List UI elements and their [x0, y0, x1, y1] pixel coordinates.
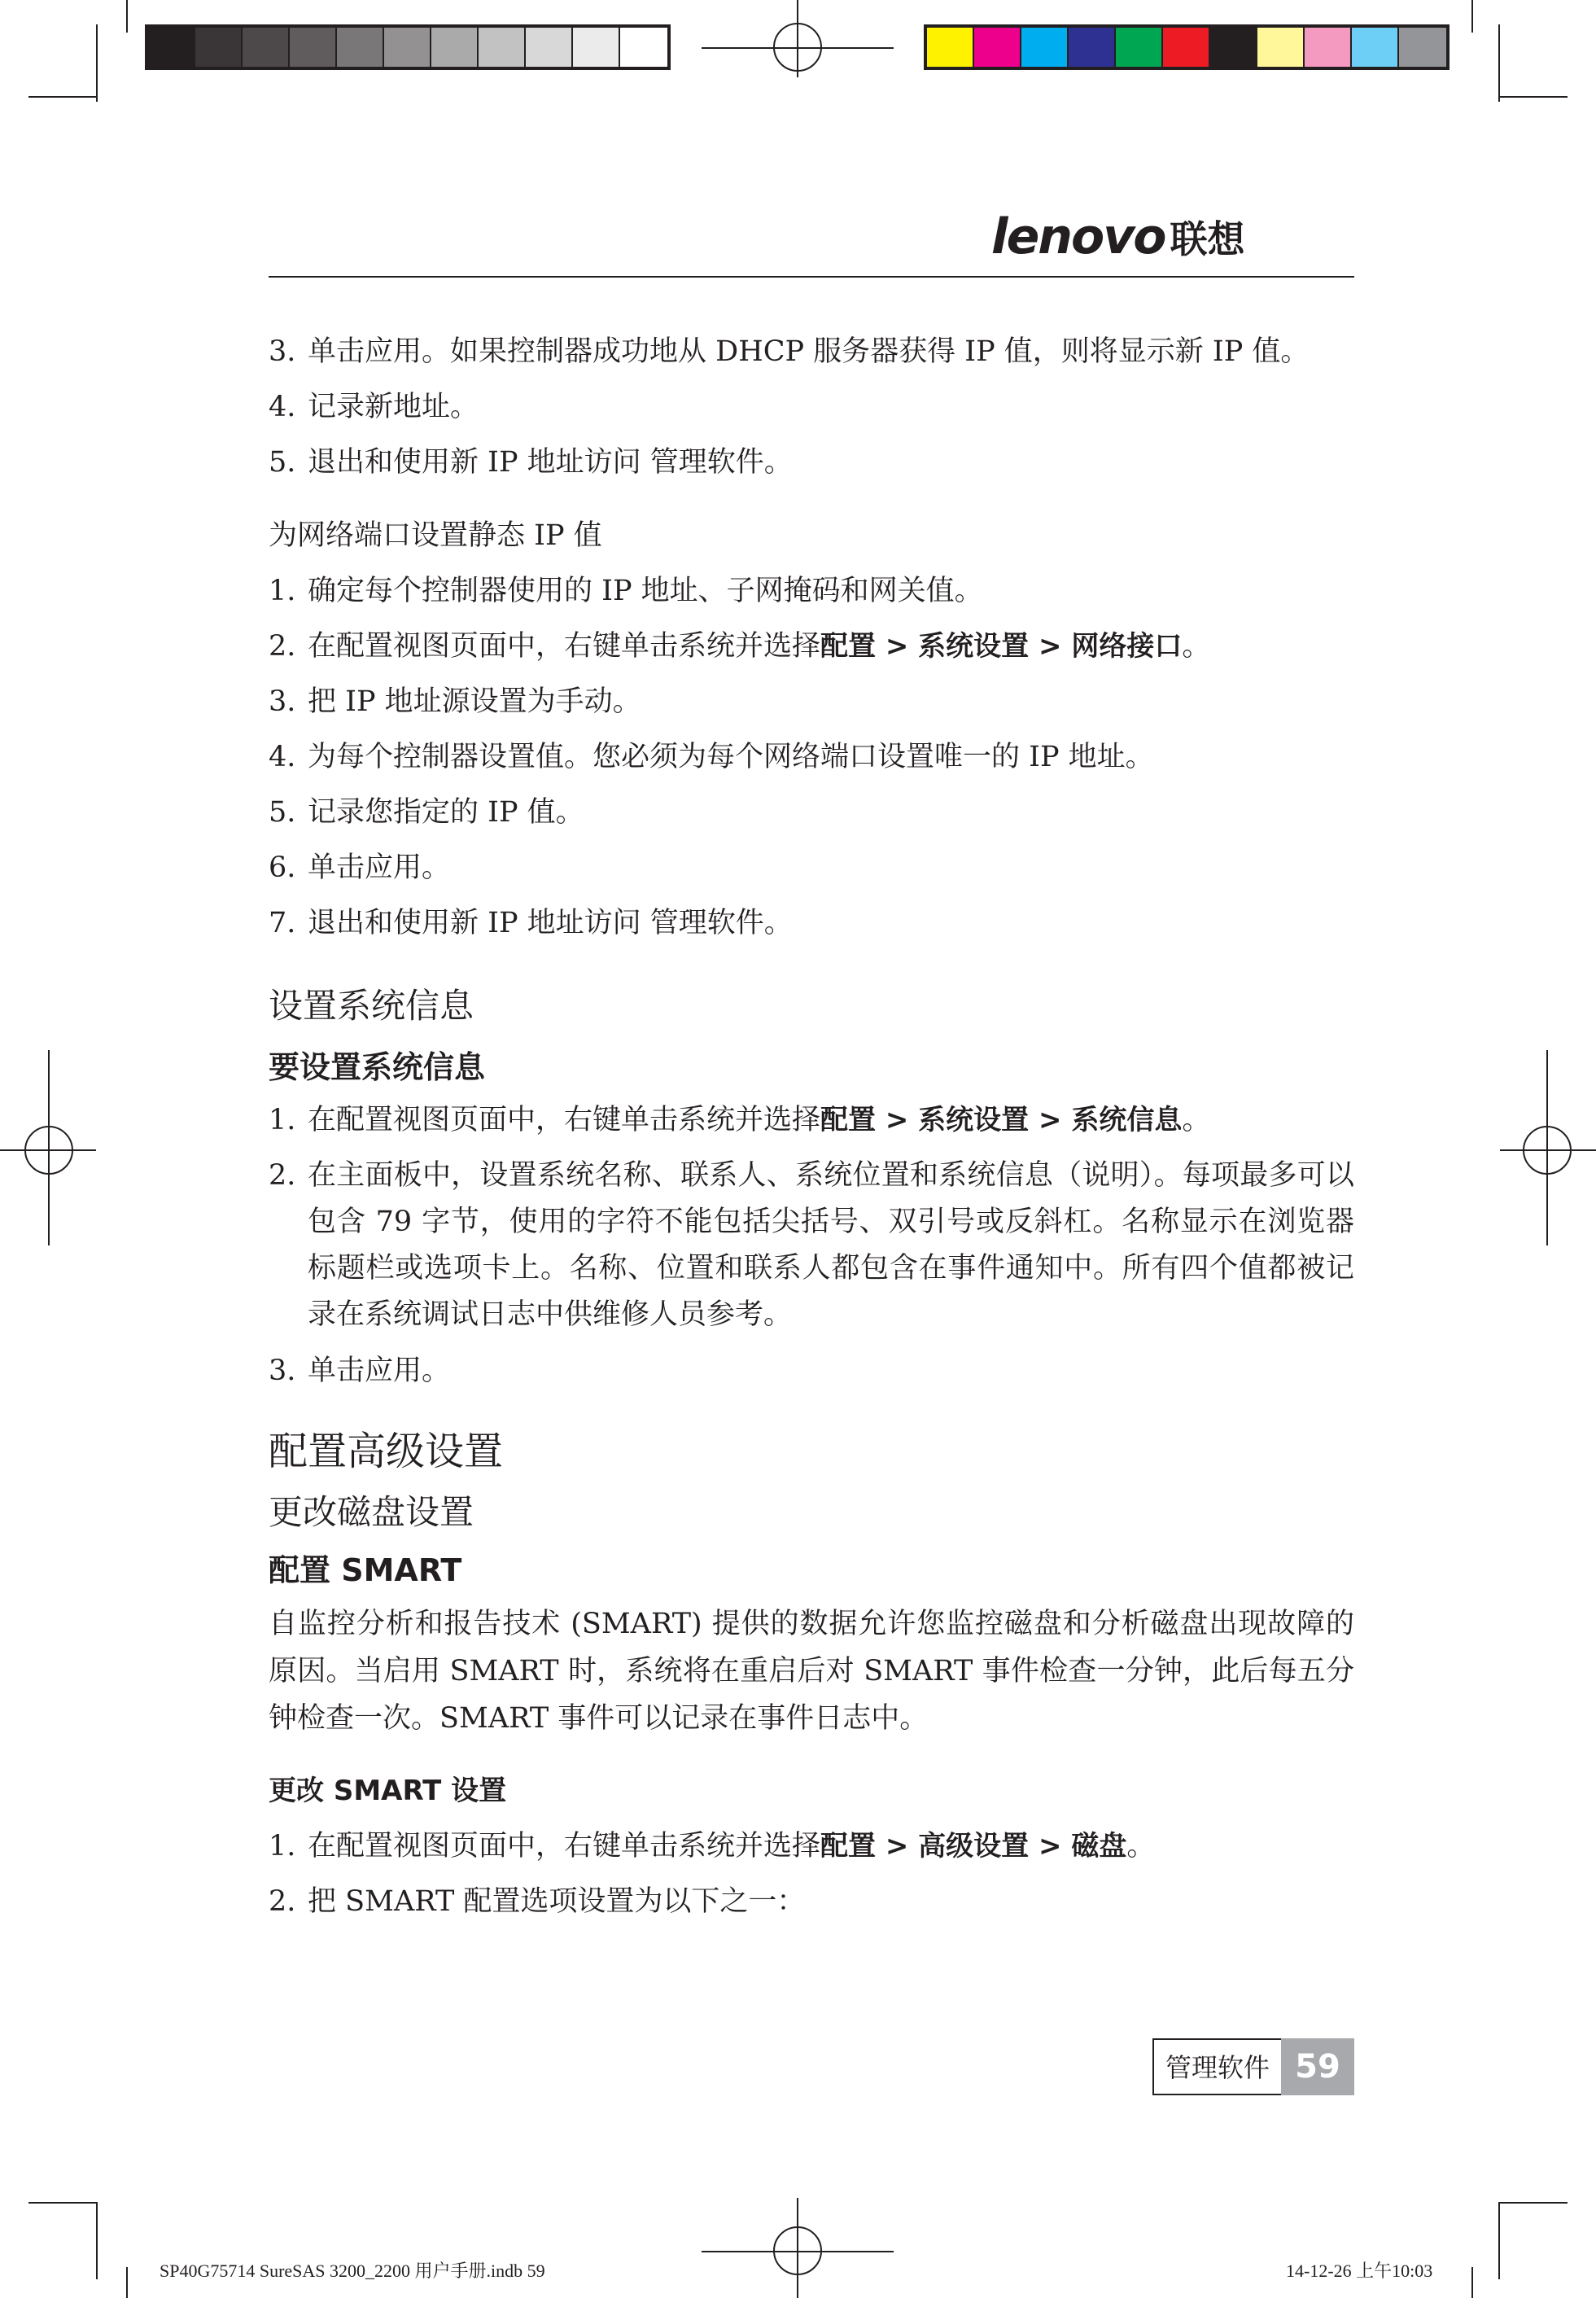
crop-mark: [1500, 1149, 1596, 1151]
menu-path: 配置 > 高级设置 > 磁盘: [820, 1830, 1127, 1862]
color-swatch: [573, 28, 620, 67]
color-swatch: [1305, 28, 1352, 67]
change-smart-heading: 更改 SMART 设置: [269, 1775, 507, 1807]
list-item: 7. 退出和使用新 IP 地址访问 管理软件。: [269, 907, 793, 939]
color-swatch: [1257, 28, 1305, 67]
crop-mark: [28, 96, 98, 98]
crop-mark: [48, 1050, 50, 1245]
list-item: 2. 把 SMART 配置选项设置为以下之一：: [269, 1885, 806, 1918]
sysinfo-heading: 设置系统信息: [269, 986, 474, 1026]
list-item: 3. 把 IP 地址源设置为手动。: [269, 685, 641, 718]
crop-mark: [797, 0, 798, 77]
sysinfo-subheading: 要设置系统信息: [269, 1049, 486, 1085]
list-item: 2. 在配置视图页面中，右键单击系统并选择配置 > 系统设置 > 网络接口。: [269, 630, 1211, 663]
dhcp-steps: [269, 324, 1354, 490]
page-tab: [1152, 2038, 1354, 2095]
list-item: 6. 单击应用。: [269, 851, 451, 884]
list-item: 4. 记录新地址。: [269, 391, 479, 423]
color-swatch: [1116, 28, 1163, 67]
color-swatch: [526, 28, 573, 67]
crop-mark: [1498, 2202, 1500, 2279]
list-item: 2. 在主面板中，设置系统名称、联系人、系统位置和系统信息（说明）。每项最多可以包含 79 字节，使用的字符不能包括尖括号、双引号或反斜杠。名称显示在浏览器标题栏或选项卡上。名称、位置和联系人都包含在事件通知中。所有四个值都被记录在系统调试日志中供维修人员参考。: [269, 1159, 1354, 1331]
color-swatch: [195, 28, 243, 67]
slug-line-right: 14-12-26 上午10:03: [1286, 2261, 1433, 2281]
logo-wordmark: lenovo: [991, 208, 1165, 265]
section-label: 管理软件: [1152, 2038, 1281, 2095]
crop-mark: [126, 0, 128, 33]
color-swatch: [620, 28, 667, 67]
crop-mark: [1498, 24, 1500, 102]
list-item: 4. 为每个控制器设置值。您必须为每个网络端口设置唯一的 IP 地址。: [269, 741, 1154, 773]
list-item: 3. 单击应用。如果控制器成功地从 DHCP 服务器获得 IP 值，则将显示新 IP 值。: [269, 335, 1310, 368]
crop-mark: [1471, 0, 1473, 33]
crop-mark: [96, 2202, 98, 2279]
crop-mark: [28, 2202, 98, 2204]
smart-heading: 配置 SMART: [269, 1552, 462, 1588]
crop-mark: [797, 2198, 798, 2298]
color-swatch: [1163, 28, 1210, 67]
color-swatch: [243, 28, 290, 67]
crop-mark: [1546, 1050, 1548, 1245]
color-swatch: [974, 28, 1021, 67]
color-swatch: [1069, 28, 1116, 67]
header-rule: [269, 276, 1354, 278]
color-swatch: [148, 28, 195, 67]
list-item: 5. 退出和使用新 IP 地址访问 管理软件。: [269, 446, 793, 479]
list-item: 1. 在配置视图页面中，右键单击系统并选择配置 > 高级设置 > 磁盘。: [269, 1830, 1156, 1862]
crop-mark: [1471, 2267, 1473, 2298]
lenovo-logo: [991, 208, 1245, 265]
color-swatch: [1210, 28, 1257, 67]
list-item: 1. 确定每个控制器使用的 IP 地址、子网掩码和网关值。: [269, 575, 983, 607]
page-content: [269, 324, 1354, 1929]
grayscale-color-bar: [145, 24, 671, 70]
list-item: 3. 单击应用。: [269, 1355, 451, 1387]
static-ip-steps: [269, 563, 1354, 951]
color-swatch: [337, 28, 384, 67]
slug-line-left: SP40G75714 SureSAS 3200_2200 用户手册.indb 59: [160, 2261, 545, 2281]
color-swatch: [384, 28, 431, 67]
static-ip-intro: 为网络端口设置静态 IP 值: [269, 519, 602, 552]
color-swatch: [431, 28, 479, 67]
page-number: 59: [1281, 2038, 1354, 2095]
process-color-bar: [924, 24, 1450, 70]
crop-mark: [1498, 96, 1568, 98]
menu-path: 配置 > 系统设置 > 系统信息: [820, 1104, 1183, 1136]
advanced-heading: 配置高级设置: [269, 1429, 504, 1474]
crop-mark: [1498, 2202, 1568, 2204]
color-swatch: [479, 28, 526, 67]
list-item: 5. 记录您指定的 IP 值。: [269, 796, 584, 829]
color-swatch: [1352, 28, 1399, 67]
color-swatch: [290, 28, 337, 67]
color-swatch: [927, 28, 974, 67]
color-swatch: [1021, 28, 1069, 67]
disk-heading: 更改磁盘设置: [269, 1492, 474, 1532]
crop-mark: [96, 24, 98, 102]
color-swatch: [1399, 28, 1446, 67]
list-item: 1. 在配置视图页面中，右键单击系统并选择配置 > 系统设置 > 系统信息。: [269, 1104, 1211, 1136]
smart-paragraph: 自监控分析和报告技术 (SMART) 提供的数据允许您监控磁盘和分析磁盘出现故障的原因。当启用 SMART 时，系统将在重启后对 SMART 事件检查一分钟，此后每五分钟检查一次。SMART 事件可以记录在事件日志中。: [269, 1608, 1354, 1735]
menu-path: 配置 > 系统设置 > 网络接口: [820, 630, 1183, 663]
logo-chinese: 联想: [1170, 217, 1245, 261]
crop-mark: [126, 2267, 128, 2298]
